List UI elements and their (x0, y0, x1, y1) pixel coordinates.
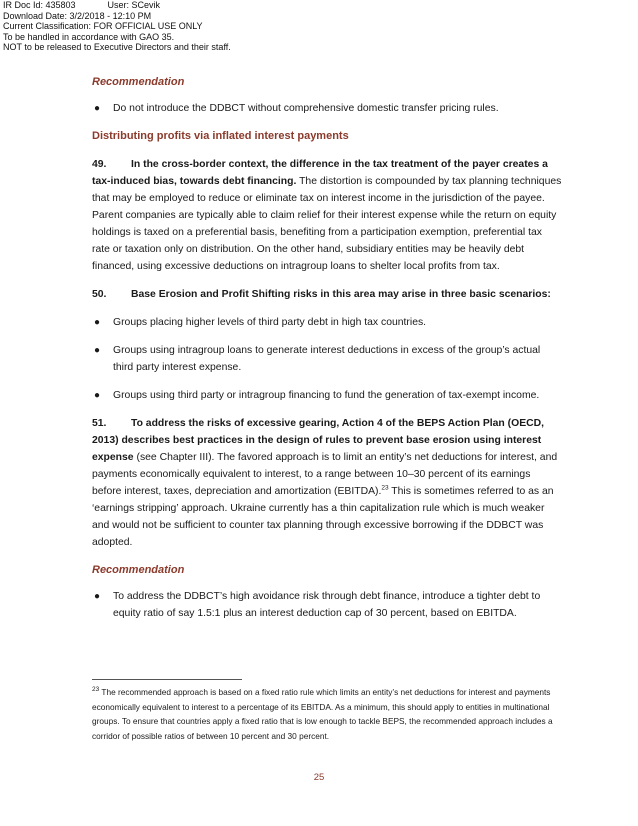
bullet-icon: ● (94, 317, 101, 328)
bullet-icon: ● (94, 390, 101, 401)
section-heading: Distributing profits via inflated interest payments (92, 130, 349, 142)
paragraph-number: 49. (92, 159, 107, 170)
footnote-text: The recommended approach is based on a fixed ratio rule which limits an entity’s net deductions for interest and payments economically equivalent to interest to a percentage of its EBITDA. As a minimum, this should apply to entities in multinational groups. To ensure that countries apply a fixed ratio that is low enough to tackle BEPS, the recommended approach includes a corridor of possible ratios of between 10 percent and 30 percent. (92, 687, 553, 741)
paragraph-50 (92, 286, 562, 303)
doc-id: IR Doc Id: 435803 (3, 0, 76, 10)
footnote-ref[interactable]: 23 (381, 484, 389, 492)
scenario-bullet: ● Groups placing higher levels of third party debt in high tax countries. (92, 314, 562, 331)
paragraph-lead: To address the risks of excessive gearing, Action 4 of the BEPS Action Plan (OECD, 2013) describes best practices in the design of rules to prevent base erosion using interest expense (92, 418, 545, 463)
scenario-bullet: ● Groups using third party or intragroup financing to fund the generation of tax-exempt income. (92, 387, 562, 404)
paragraph-49 (92, 156, 562, 275)
paragraph-text-cont: This is sometimes referred to as an ‘earnings stripping’ approach. Ukraine currently has a thin capitalization rule which is much weaker and would not be sufficient to counter tax planning through excessive borrowing if the DDBCT was adopted. (92, 486, 554, 548)
recommendation-bullet-2: ● To address the DDBCT’s high avoidance risk through debt finance, introduce a tighter debt to equity ratio of say 1.5:1 plus an interest deduction cap of 30 percent, based on EBITDA. (92, 588, 562, 622)
handling-note: To be handled in accordance with GAO 35. (3, 31, 175, 42)
paragraph-text: The distortion is compounded by tax planning techniques that may be employed to reduce or eliminate tax on interest income in the jurisdiction of the payee. Parent companies are typically able to claim relief for their interest expense while the return on equity holdings is taxed on a preferential basis, benefiting from a participation exemption, preferential tax rate or taxation only on distribution. On the other hand, subsidiary entities may be heavily debt financed, using excessive deductions on intragroup loans to shelter local profits from tax. (92, 176, 562, 272)
download-date: Download Date: 3/2/2018 - 12:10 PM (3, 10, 152, 21)
release-note: NOT to be released to Executive Directors and their staff. (3, 42, 231, 52)
paragraph-51 (92, 415, 562, 551)
footnote (92, 685, 566, 743)
paragraph-lead: In the cross-border context, the difference in the tax treatment of the payer creates a tax-induced bias, towards debt financing. (92, 159, 548, 187)
page-body (92, 74, 562, 633)
scenario-bullet: ● Groups using intragroup loans to generate interest deductions in excess of the group’s actual third party interest expense. (92, 342, 562, 376)
header-row-1 (3, 0, 231, 11)
bullet-icon: ● (94, 103, 101, 114)
document-header (3, 0, 231, 53)
paragraph-number: 50. (92, 289, 107, 300)
classification: Current Classification: FOR OFFICIAL USE ONLY (3, 21, 203, 31)
page-number: 25 (313, 772, 325, 783)
recommendation-bullet-1: ● Do not introduce the DDBCT without comprehensive domestic transfer pricing rules. (92, 100, 562, 117)
user: User: SCevik (107, 0, 161, 10)
footnote-divider (92, 679, 242, 680)
bullet-icon: ● (94, 345, 101, 356)
recommendation-heading-2: Recommendation (92, 564, 185, 576)
footnote-number: 23 (92, 686, 100, 694)
recommendation-heading-1: Recommendation (92, 76, 185, 88)
paragraph-number: 51. (92, 418, 107, 429)
paragraph-text: (see Chapter III). The favored approach is to limit an entity’s net deductions for interest, and payments economically equivalent to interest, to a range between 10–30 percent of its earnings before interest, taxes, depreciation and amortization (EBITDA). (92, 452, 558, 497)
paragraph-lead: Base Erosion and Profit Shifting risks in this area may arise in three basic scenarios: (131, 289, 551, 300)
bullet-icon: ● (94, 591, 101, 602)
